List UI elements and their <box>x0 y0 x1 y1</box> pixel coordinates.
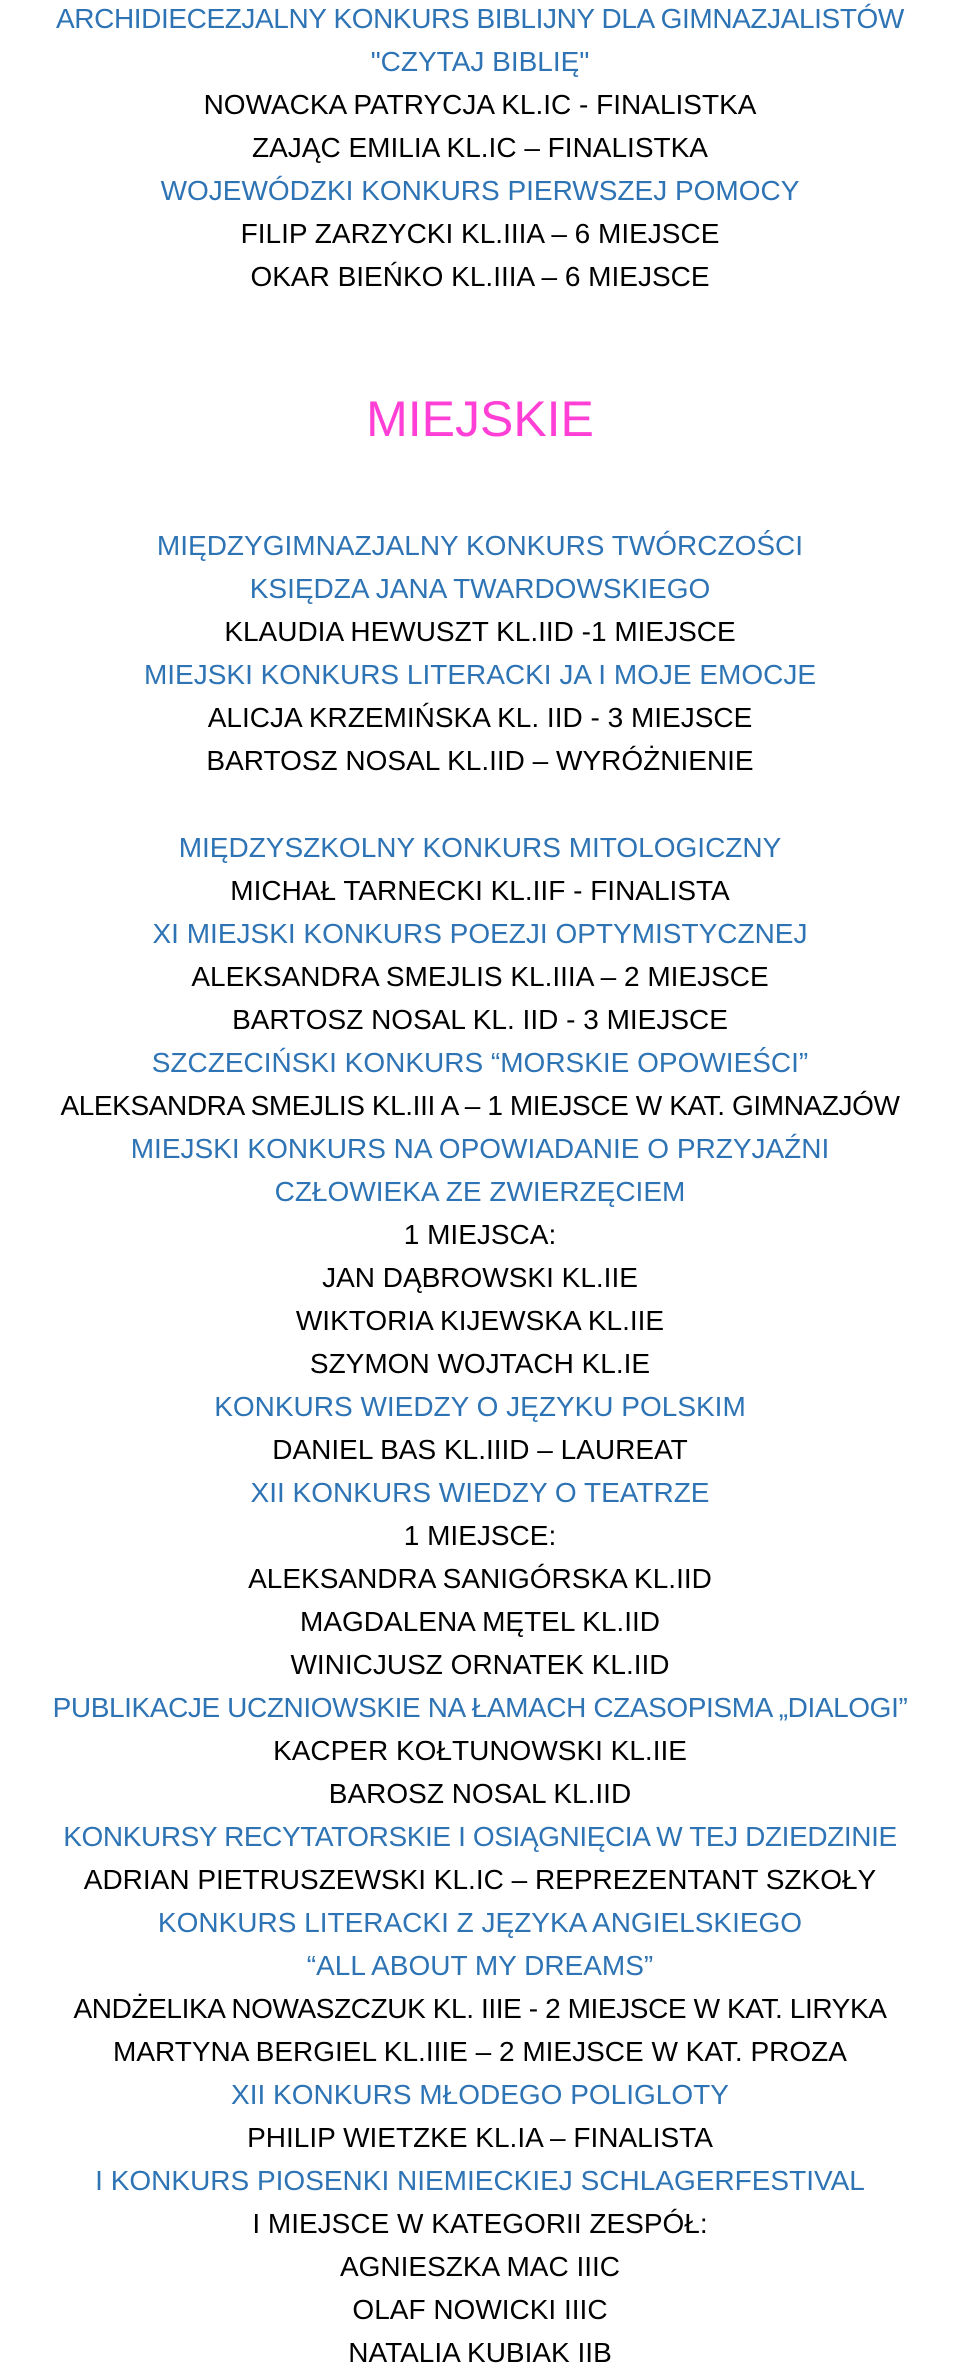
contest-heading: "CZYTAJ BIBLIĘ" <box>370 46 590 77</box>
result-entry: FILIP ZARZYCKI KL.IIIA – 6 MIEJSCE <box>240 218 720 249</box>
result-entry: JAN DĄBROWSKI KL.IIE <box>322 1262 638 1293</box>
contest-heading: “ALL ABOUT MY DREAMS” <box>306 1950 654 1981</box>
result-entry: OKAR BIEŃKO KL.IIIA – 6 MIEJSCE <box>250 261 710 292</box>
contest-heading: CZŁOWIEKA ZE ZWIERZĘCIEM <box>274 1176 686 1207</box>
result-entry: BARTOSZ NOSAL KL. IID - 3 MIEJSCE <box>232 1004 728 1035</box>
result-entry: MAGDALENA MĘTEL KL.IID <box>300 1606 660 1637</box>
contest-heading: XII KONKURS WIEDZY O TEATRZE <box>250 1477 710 1508</box>
contest-heading: I KONKURS PIOSENKI NIEMIECKIEJ SCHLAGERFESTIVAL <box>95 2165 865 2196</box>
contest-heading: KONKURS WIEDZY O JĘZYKU POLSKIM <box>214 1391 746 1422</box>
result-entry: WINICJUSZ ORNATEK KL.IID <box>290 1649 670 1680</box>
contest-heading: KONKURS LITERACKI Z JĘZYKA ANGIELSKIEGO <box>157 1907 803 1938</box>
result-entry: WIKTORIA KIJEWSKA KL.IIE <box>295 1305 665 1336</box>
result-entry: BAROSZ NOSAL KL.IID <box>328 1778 632 1809</box>
result-entry: AGNIESZKA MAC IIIC <box>339 2251 621 2282</box>
contest-heading: ARCHIDIECEZJALNY KONKURS BIBLIJNY DLA GIMNAZJALISTÓW <box>56 3 904 34</box>
contest-heading: PUBLIKACJE UCZNIOWSKIE NA ŁAMACH CZASOPISMA „DIALOGI” <box>52 1692 908 1723</box>
result-entry: NATALIA KUBIAK IIB <box>348 2337 612 2368</box>
result-entry: MARTYNA BERGIEL KL.IIIE – 2 MIEJSCE W KAT. PROZA <box>113 2036 847 2067</box>
result-entry: KLAUDIA HEWUSZT KL.IID -1 MIEJSCE <box>224 616 736 647</box>
contest-heading: SZCZECIŃSKI KONKURS “MORSKIE OPOWIEŚCI” <box>151 1047 809 1078</box>
result-entry: KACPER KOŁTUNOWSKI KL.IIE <box>273 1735 687 1766</box>
contest-heading: MIĘDZYGIMNAZJALNY KONKURS TWÓRCZOŚCI <box>156 530 804 561</box>
result-entry: ANDŻELIKA NOWASZCZUK KL. IIIE - 2 MIEJSCE W KAT. LIRYKA <box>73 1993 887 2024</box>
section-title: MIEJSKIE <box>366 391 594 447</box>
result-entry: MICHAŁ TARNECKI KL.IIF - FINALISTA <box>230 875 730 906</box>
contest-heading: XI MIEJSKI KONKURS POEZJI OPTYMISTYCZNEJ <box>152 918 808 949</box>
result-entry: PHILIP WIETZKE KL.IA – FINALISTA <box>247 2122 713 2153</box>
result-entry: I MIEJSCE W KATEGORII ZESPÓŁ: <box>252 2208 708 2239</box>
result-entry: 1 MIEJSCE: <box>403 1520 557 1551</box>
result-entry: BARTOSZ NOSAL KL.IID – WYRÓŻNIENIE <box>206 745 754 776</box>
contest-heading: MIEJSKI KONKURS LITERACKI JA I MOJE EMOCJE <box>143 659 817 690</box>
result-entry: 1 MIEJSCA: <box>403 1219 557 1250</box>
result-entry: OLAF NOWICKI IIIC <box>352 2294 608 2325</box>
contest-heading: KONKURSY RECYTATORSKIE I OSIĄGNIĘCIA W TEJ DZIEDZINIE <box>63 1821 897 1852</box>
result-entry: NOWACKA PATRYCJA KL.IC - FINALISTKA <box>203 89 757 120</box>
result-entry: ALEKSANDRA SANIGÓRSKA KL.IID <box>248 1563 712 1594</box>
result-entry: ALEKSANDRA SMEJLIS KL.IIIA – 2 MIEJSCE <box>191 961 769 992</box>
result-entry: ALEKSANDRA SMEJLIS KL.III A – 1 MIEJSCE W KAT. GIMNAZJÓW <box>60 1090 900 1121</box>
result-entry: ALICJA KRZEMIŃSKA KL. IID - 3 MIEJSCE <box>207 702 753 733</box>
contest-heading: MIEJSKI KONKURS NA OPOWIADANIE O PRZYJAŹNI <box>130 1133 830 1164</box>
result-entry: DANIEL BAS KL.IIID – LAUREAT <box>272 1434 688 1465</box>
contest-heading: XII KONKURS MŁODEGO POLIGLOTY <box>231 2079 729 2110</box>
contest-heading: MIĘDZYSZKOLNY KONKURS MITOLOGICZNY <box>178 832 782 863</box>
contest-heading: WOJEWÓDZKI KONKURS PIERWSZEJ POMOCY <box>160 175 800 206</box>
result-entry: ADRIAN PIETRUSZEWSKI KL.IC – REPREZENTANT SZKOŁY <box>83 1864 877 1895</box>
result-entry: SZYMON WOJTACH KL.IE <box>309 1348 651 1379</box>
result-entry: ZAJĄC EMILIA KL.IC – FINALISTKA <box>252 132 708 163</box>
contest-heading: KSIĘDZA JANA TWARDOWSKIEGO <box>249 573 711 604</box>
